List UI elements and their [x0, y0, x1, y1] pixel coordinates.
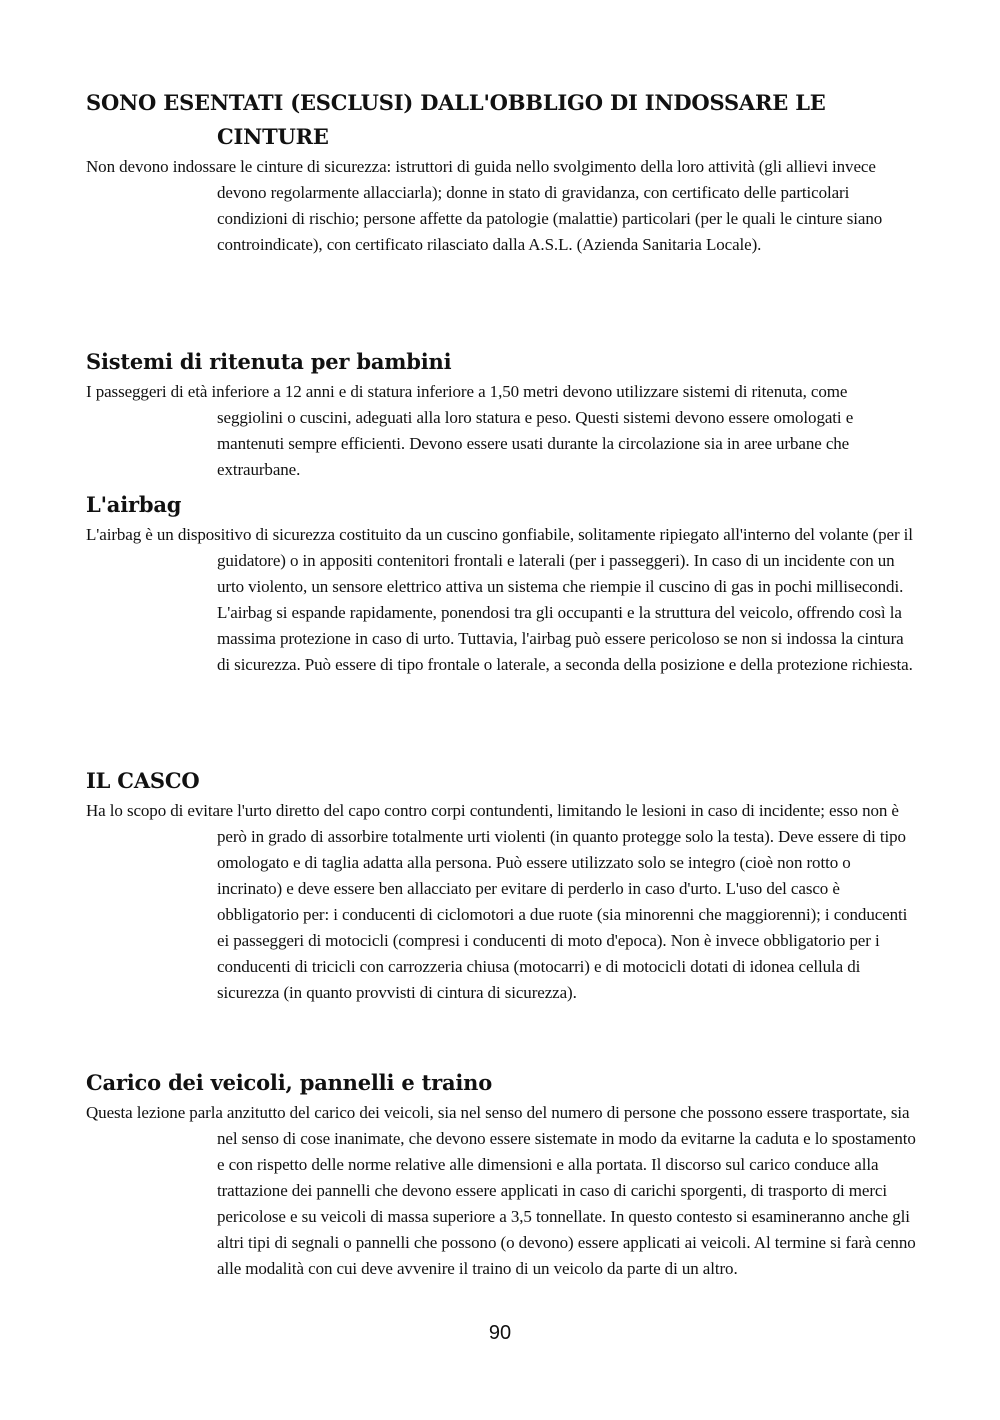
section-airbag: [86, 488, 916, 678]
section-heading: Carico dei veicoli, pannelli e traino: [86, 1070, 493, 1095]
section-carico-veicoli: [86, 1066, 916, 1282]
section-heading: IL CASCO: [86, 768, 200, 793]
section-cinture-esenzioni: [86, 86, 916, 258]
section-heading: SONO ESENTATI (ESCLUSI) DALL'OBBLIGO DI INDOSSARE LE CINTURE: [86, 90, 826, 149]
section-heading: L'airbag: [86, 492, 182, 517]
section-body: L'airbag è un dispositivo di sicurezza costituito da un cuscino gonfiabile, solitamente ripiegato all'interno del volante (per il guidatore) o in appositi contenitori frontali e laterali (per i passeggeri). In caso di un incidente con un urto violento, un sensore elettrico attiva un sistema che riempie il cuscino di gas in pochi millisecondi. L'airbag si espande rapidamente, ponendosi tra gli occupanti e la struttura del veicolo, offrendo così la massima protezione in caso di urto. Tuttavia, l'airbag può essere pericoloso se non si indossa la cintura di sicurezza. Può essere di tipo frontale o laterale, a seconda della posizione e della protezione richiesta.: [86, 525, 913, 674]
section-body: Ha lo scopo di evitare l'urto diretto del capo contro corpi contundenti, limitando le lesioni in caso di incidente; esso non è però in grado di assorbire totalmente urti violenti (in quanto protegge solo la testa). Deve essere di tipo omologato e di taglia adatta alla persona. Può essere utilizzato solo se integro (cioè non rotto o incrinato) e deve essere ben allacciato per evitare di perderlo in caso d'urto. L'uso del casco è obbligatorio per: i conducenti di ciclomotori a due ruote (sia minorenni che maggiorenni); i conducenti ei passeggeri di motocicli (compresi i conducenti di moto d'epoca). Non è invece obbligatorio per i conducenti di tricicli con carrozzeria chiusa (motocarri) e di motocicli dotati di idonea cellula di sicurezza (in quanto provvisti di cintura di sicurezza).: [86, 801, 908, 1002]
section-body: Questa lezione parla anzitutto del carico dei veicoli, sia nel senso del numero di persone che possono essere trasportate, sia nel senso di cose inanimate, che devono essere sistemate in modo da evitarne la caduta e lo spostamento e con rispetto delle norme relative alle dimensioni e alla portata. Il discorso sul carico conduce alla trattazione dei pannelli che devono essere applicati in caso di carichi sporgenti, di trasporto di merci pericolose e su veicoli di massa superiore a 3,5 tonnellate. In questo contesto si esamineranno anche gli altri tipi di segnali o pannelli che possono (o devono) essere applicati ai veicoli. Al termine si farà cenno alle modalità con cui deve avvenire il traino di un veicolo da parte di un altro.: [86, 1103, 916, 1278]
section-casco: [86, 764, 916, 1006]
section-body: Non devono indossare le cinture di sicurezza: istruttori di guida nello svolgimento della loro attività (gli allievi invece devono regolarmente allacciarla); donne in stato di gravidanza, con certificato delle particolari condizioni di rischio; persone affette da patologie (malattie) particolari (per le quali le cinture siano controindicate), con certificato rilasciato dalla A.S.L. (Azienda Sanitaria Locale).: [86, 157, 883, 254]
section-sistemi-ritenuta: [86, 345, 916, 483]
section-body: I passeggeri di età inferiore a 12 anni e di statura inferiore a 1,50 metri devono utilizzare sistemi di ritenuta, come seggiolini o cuscini, adeguati alla loro statura e peso. Questi sistemi devono essere omologati e mantenuti sempre efficienti. Devono essere usati durante la circolazione sia in aree urbane che extraurbane.: [86, 382, 854, 479]
page-number: 90: [488, 1322, 512, 1344]
section-heading: Sistemi di ritenuta per bambini: [86, 349, 452, 374]
